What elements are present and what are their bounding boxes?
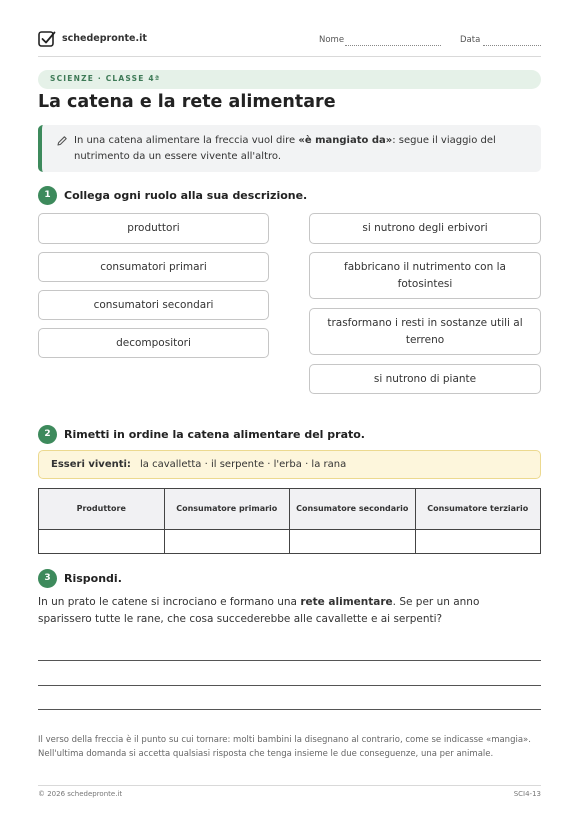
answer-cell[interactable] [290, 530, 416, 554]
name-label: Nome [319, 35, 345, 45]
living-beings-label: Esseri viventi: [51, 459, 131, 470]
description-box[interactable]: si nutrono degli erbivori [309, 213, 541, 244]
answer-line[interactable] [38, 685, 541, 686]
table-row [39, 530, 541, 554]
intro-text: In una catena alimentare la freccia vuol dire «è mangiato da»: segue il viaggio del nutrimento da un essere vivente all'altro. [74, 135, 496, 162]
answer-cell[interactable] [39, 530, 165, 554]
date-label: Data [460, 35, 481, 45]
column-header: Consumatore secondario [290, 489, 416, 530]
page-header [38, 30, 541, 57]
page-title: La catena e la rete alimentare [38, 92, 336, 112]
table-header-row [39, 489, 541, 530]
pencil-icon [56, 135, 68, 147]
answer-cell[interactable] [164, 530, 290, 554]
footer-copyright: © 2026 schedepronte.it [38, 790, 123, 798]
role-box[interactable]: consumatori primari [38, 252, 269, 282]
section-1-number: 1 [38, 186, 57, 205]
column-header: Consumatore terziario [415, 489, 541, 530]
answer-line[interactable] [38, 709, 541, 710]
section-2-number: 2 [38, 425, 57, 444]
description-box[interactable]: fabbricano il nutrimento con la fotosintesi [309, 252, 541, 299]
section-1-title: Collega ogni ruolo alla sua descrizione. [64, 189, 308, 202]
answer-line[interactable] [38, 660, 541, 661]
living-beings-box [38, 450, 541, 479]
checkbox-logo-icon [38, 30, 56, 48]
subject-band [38, 70, 541, 89]
answer-cell[interactable] [415, 530, 541, 554]
role-box[interactable]: consumatori secondari [38, 290, 269, 320]
section-3-title: Rispondi. [64, 572, 122, 585]
section-3-number: 3 [38, 569, 57, 588]
column-header: Produttore [39, 489, 165, 530]
role-box[interactable]: produttori [38, 213, 269, 244]
food-chain-table [38, 488, 541, 554]
subject-label: SCIENZE · CLASSE 4ª [50, 74, 161, 83]
name-field[interactable] [345, 45, 441, 46]
teacher-note: Il verso della freccia è il punto su cui tornare: molti bambini la disegnano al contrario, come se indicasse «mangia». Nell'ultima domanda si accetta qualsiasi risposta che tenga insieme le due conseguenze, una per animale. [38, 735, 531, 759]
column-header: Consumatore primario [164, 489, 290, 530]
question-text: In un prato le catene si incrociano e formano una rete alimentare. Se per un anno sparissero tutte le rane, che cosa succederebbe alle cavallette e ai serpenti? [38, 596, 480, 625]
description-box[interactable]: trasformano i resti in sostanze utili al terreno [309, 308, 541, 355]
role-box[interactable]: decompositori [38, 328, 269, 358]
description-box[interactable]: si nutrono di piante [309, 364, 541, 394]
date-field[interactable] [483, 45, 541, 46]
section-2-title: Rimetti in ordine la catena alimentare del prato. [64, 428, 365, 441]
footer-divider [38, 785, 541, 786]
intro-callout [38, 125, 541, 172]
living-beings-list: la cavalletta · il serpente · l'erba · la rana [140, 459, 347, 470]
site-name: schedepronte.it [62, 33, 147, 44]
footer-code: SCI4-13 [513, 790, 541, 798]
